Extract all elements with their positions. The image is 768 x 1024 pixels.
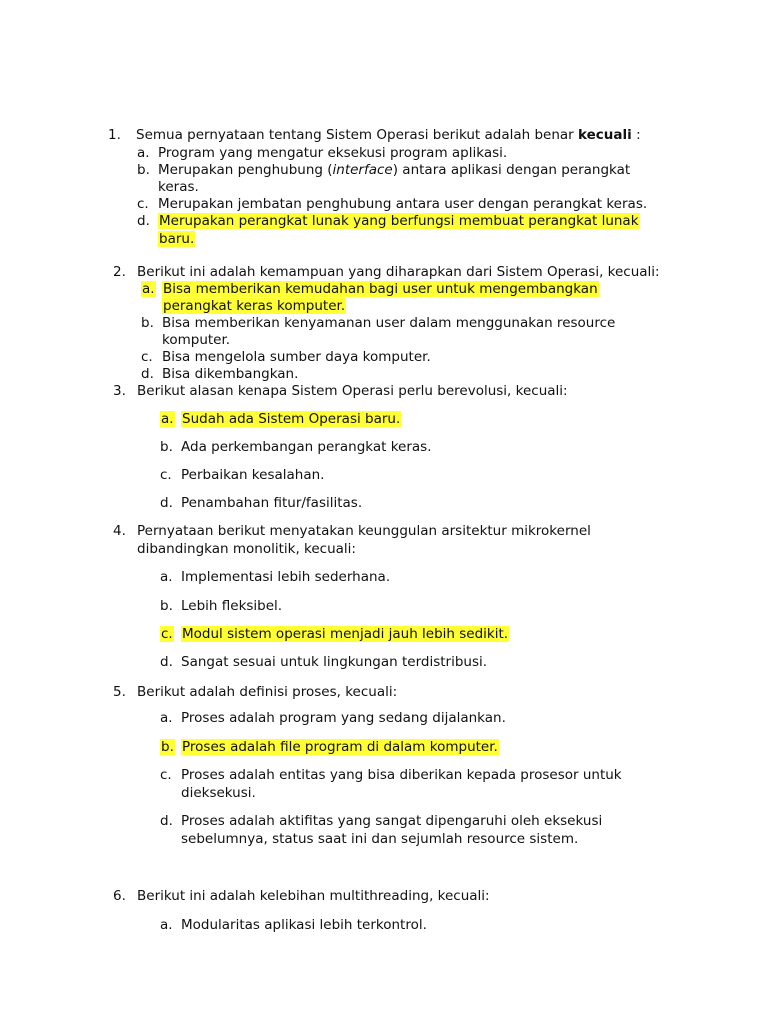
q1-option-a-text: Program yang mengatur eksekusi program aplikasi. (158, 145, 508, 161)
question-5-text: Berikut adalah definisi proses, kecuali: (137, 684, 398, 700)
q1-option-d-highlight-line1: Merupakan perangkat lunak yang berfungsi membuat perangkat lunak (159, 213, 639, 229)
q2-option-b-text: Bisa memberikan kenyamanan user dalam menggunakan resource (162, 315, 616, 331)
q5-option-c-text-line2: dieksekusi. (181, 785, 256, 801)
q2-option-a-text (162, 281, 599, 298)
q3-option-a-letter (160, 411, 175, 428)
q2-option-a-text-line2 (162, 298, 346, 315)
q2-option-a-highlight-line2: perangkat keras komputer. (163, 298, 346, 314)
q5-option-a-text: Proses adalah program yang sedang dijalankan. (181, 710, 506, 726)
q4-option-d-text: Sangat sesuai untuk lingkungan terdistribusi. (181, 654, 488, 670)
q1-option-b-letter: b. (137, 162, 150, 178)
q4-option-c-letter-highlight: c. (161, 626, 173, 642)
question-1-text-end: : (631, 127, 641, 143)
q3-option-a-highlight: Sudah ada Sistem Operasi baru. (182, 411, 401, 427)
q2-option-d-text: Bisa dikembangkan. (162, 366, 299, 382)
q1-option-b-post: ) antara aplikasi dengan perangkat (392, 162, 631, 178)
q6-option-a-letter: a. (160, 917, 173, 933)
question-3-text: Berikut alasan kenapa Sistem Operasi perlu berevolusi, kecuali: (137, 383, 568, 399)
q1-option-b-pre: Merupakan penghubung ( (158, 162, 333, 178)
q4-option-c-highlight: Modul sistem operasi menjadi jauh lebih sedikit. (182, 626, 509, 642)
q1-option-c-letter: c. (137, 196, 149, 212)
question-4-text: Pernyataan berikut menyatakan keunggulan arsitektur mikrokernel (137, 523, 591, 539)
q1-option-d-text-line2 (158, 231, 195, 248)
q2-option-c-text: Bisa mengelola sumber daya komputer. (162, 349, 431, 365)
q4-option-b-letter: b. (160, 598, 173, 614)
q4-option-b-text: Lebih fleksibel. (181, 598, 283, 614)
q5-option-d-letter: d. (160, 813, 173, 829)
q3-option-a-text (181, 411, 401, 428)
question-4-text-line2: dibandingkan monolitik, kecuali: (137, 541, 356, 557)
q4-option-c-text (181, 626, 509, 643)
q5-option-b-letter-highlight: b. (161, 739, 174, 755)
q4-option-a-letter: a. (160, 569, 173, 585)
q3-option-c-text: Perbaikan kesalahan. (181, 467, 325, 483)
q1-option-b-text-line2: keras. (158, 179, 199, 195)
q5-option-c-text: Proses adalah entitas yang bisa diberikan kepada prosesor untuk (181, 767, 622, 783)
question-1-number: 1. (108, 127, 121, 143)
q5-option-a-letter: a. (160, 710, 173, 726)
q2-option-a-letter (141, 281, 156, 298)
q1-option-a-letter: a. (137, 145, 150, 161)
q3-option-c-letter: c. (160, 467, 172, 483)
q5-option-c-letter: c. (160, 767, 172, 783)
q3-option-a-letter-highlight: a. (161, 411, 174, 427)
q1-option-b-text (158, 162, 630, 179)
q4-option-a-text: Implementasi lebih sederhana. (181, 569, 391, 585)
q3-option-d-letter: d. (160, 495, 173, 511)
q6-option-a-text: Modularitas aplikasi lebih terkontrol. (181, 917, 427, 933)
question-3-number: 3. (113, 383, 126, 399)
q5-option-b-letter (160, 739, 175, 756)
q1-option-d-highlight-line2: baru. (159, 231, 195, 247)
question-1-keyword: kecuali (578, 127, 632, 143)
q5-option-d-text: Proses adalah aktifitas yang sangat dipengaruhi oleh eksekusi (181, 813, 603, 829)
question-2-number: 2. (113, 264, 126, 280)
q2-option-c-letter: c. (141, 349, 153, 365)
question-6-number: 6. (113, 888, 126, 904)
q2-option-a-highlight-line1: Bisa memberikan kemudahan bagi user untuk mengembangkan (163, 281, 598, 297)
q5-option-d-text-line2: sebelumnya, status saat ini dan sejumlah resource sistem. (181, 831, 579, 847)
question-5-number: 5. (113, 684, 126, 700)
q1-option-c-text: Merupakan jembatan penghubung antara user dengan perangkat keras. (158, 196, 648, 212)
q4-option-d-letter: d. (160, 654, 173, 670)
q2-option-a-letter-highlight: a. (142, 281, 155, 297)
q1-option-d-letter: d. (137, 213, 150, 229)
q1-option-b-italic: interface (332, 162, 393, 178)
q3-option-b-text: Ada perkembangan perangkat keras. (181, 439, 432, 455)
question-6-text: Berikut ini adalah kelebihan multithreading, kecuali: (137, 888, 490, 904)
question-1-text (136, 127, 641, 144)
q5-option-b-highlight: Proses adalah file program di dalam komputer. (182, 739, 498, 755)
question-4-number: 4. (113, 523, 126, 539)
q3-option-d-text: Penambahan fitur/fasilitas. (181, 495, 363, 511)
q1-option-d-text (158, 213, 640, 230)
q2-option-b-letter: b. (141, 315, 154, 331)
q2-option-b-text-line2: komputer. (162, 332, 231, 348)
question-1-text-main: Semua pernyataan tentang Sistem Operasi berikut adalah benar (136, 127, 579, 143)
q2-option-d-letter: d. (141, 366, 154, 382)
q4-option-c-letter (160, 626, 174, 643)
q3-option-b-letter: b. (160, 439, 173, 455)
q5-option-b-text (181, 739, 499, 756)
question-2-text: Berikut ini adalah kemampuan yang diharapkan dari Sistem Operasi, kecuali: (137, 264, 660, 280)
